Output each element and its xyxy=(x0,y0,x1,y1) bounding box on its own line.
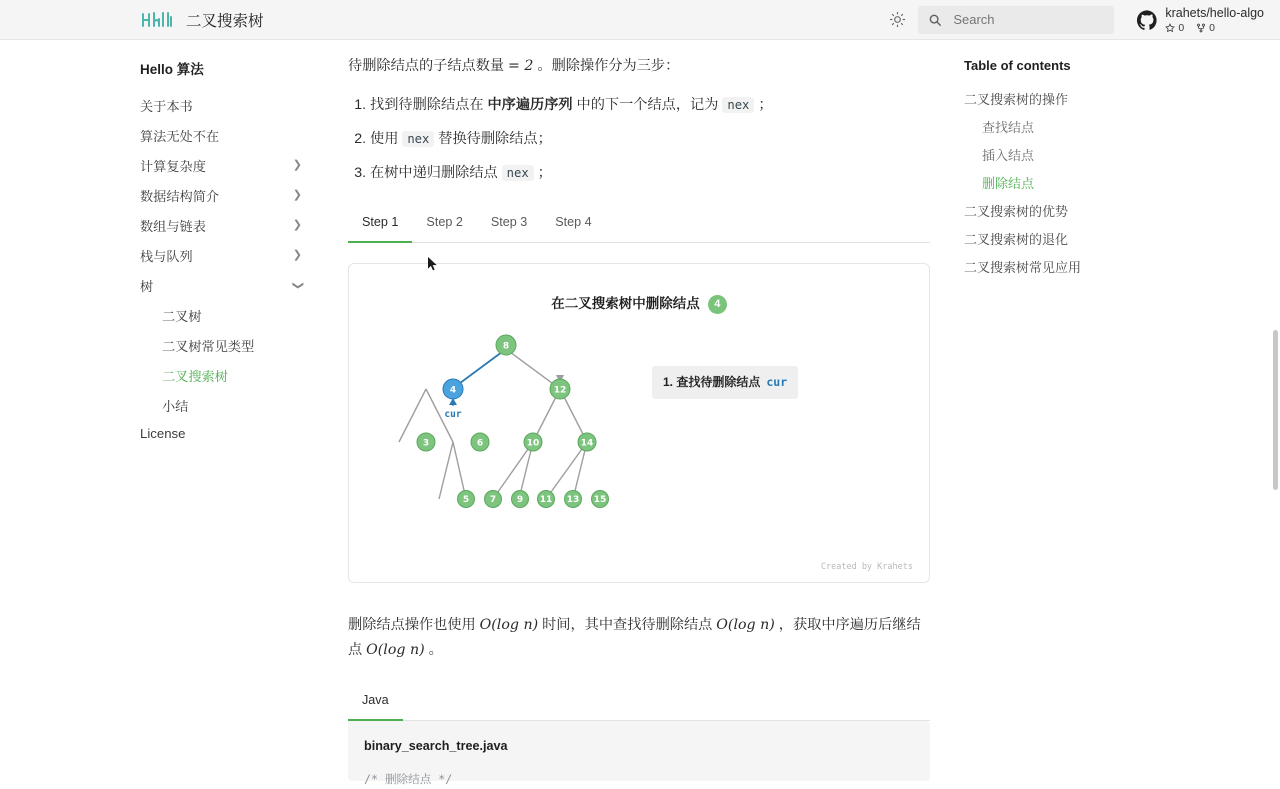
cur-pointer xyxy=(444,398,461,420)
sidebar-item-label: 计算复杂度 xyxy=(140,158,206,174)
code-nex: nex xyxy=(502,165,534,181)
intro-math: = 2 xyxy=(508,58,534,74)
sidebar-item-tree[interactable] xyxy=(140,270,316,300)
svg-text:8: 8 xyxy=(502,341,510,352)
step-text: 找到待删除结点在 xyxy=(370,96,488,113)
figure-caption-code: cur xyxy=(766,375,788,390)
binary-tree-graphic xyxy=(349,264,921,584)
intro-prefix: 待删除结点的子结点数量 xyxy=(348,58,509,74)
svg-text:14: 14 xyxy=(580,438,594,449)
sidebar-item-stack-queue[interactable] xyxy=(140,240,316,270)
search-box[interactable] xyxy=(918,6,1114,34)
repo-link[interactable] xyxy=(1136,6,1264,34)
chevron-right-icon[interactable]: ❯ xyxy=(292,188,302,201)
sidebar-item-bst[interactable] xyxy=(140,360,316,390)
sidebar-item-label: 二叉树 xyxy=(162,308,202,324)
search-input[interactable] xyxy=(951,11,1104,28)
toc-item-delete-node[interactable]: 删除结点 xyxy=(982,175,1035,191)
chevron-down-icon[interactable]: ❯ xyxy=(291,280,304,290)
page-title: 二叉搜索树 xyxy=(186,12,264,30)
sidebar-item-label: 数组与链表 xyxy=(140,218,206,234)
step-emphasis: 中序遍历序列 xyxy=(487,96,573,113)
table-of-contents xyxy=(930,40,1230,720)
brightness-icon[interactable] xyxy=(884,7,910,33)
svg-text:12: 12 xyxy=(553,385,567,396)
step-text: ； xyxy=(533,164,552,181)
svg-text:9: 9 xyxy=(516,495,524,506)
sidebar-item-complexity[interactable] xyxy=(140,150,316,180)
sidebar-item-label: 树 xyxy=(140,278,154,294)
sidebar-item-label: 二叉树常见类型 xyxy=(162,338,255,354)
svg-text:6: 6 xyxy=(476,438,484,449)
toc-item-insert-node[interactable]: 插入结点 xyxy=(982,147,1035,163)
code-block xyxy=(348,681,930,787)
sidebar-item-data-structure-intro[interactable] xyxy=(140,180,316,210)
step-text: 使用 xyxy=(370,130,403,147)
repo-stars: 0 xyxy=(1165,22,1184,34)
repo-forks: 0 xyxy=(1196,22,1215,34)
figure-step-badge: 4 xyxy=(708,295,727,314)
search-icon xyxy=(928,13,942,27)
complexity-math: O(log n) xyxy=(479,617,539,634)
intro-paragraph xyxy=(348,54,930,79)
complexity-text: 时间，其中查找待删除结点 xyxy=(538,617,717,634)
fork-icon xyxy=(1196,23,1206,33)
complexity-text: 删除结点操作也使用 xyxy=(348,617,480,634)
site-logo-icon[interactable] xyxy=(140,9,174,31)
sidebar-item-summary[interactable] xyxy=(140,390,316,420)
list-item xyxy=(370,93,930,118)
chevron-right-icon[interactable]: ❯ xyxy=(292,248,302,261)
sidebar-nav xyxy=(0,40,330,720)
chevron-right-icon[interactable]: ❯ xyxy=(292,218,302,231)
code-panel xyxy=(348,721,930,787)
svg-text:5: 5 xyxy=(462,495,470,506)
step-text: 替换待删除结点； xyxy=(434,130,552,147)
vertical-scrollbar[interactable] xyxy=(1273,330,1278,490)
main-content xyxy=(330,40,930,787)
svg-text:15: 15 xyxy=(593,495,607,506)
code-nex: nex xyxy=(722,97,754,113)
repo-stats xyxy=(1165,22,1264,34)
toc-item-bst-degeneration[interactable]: 二叉搜索树的退化 xyxy=(964,231,1069,247)
list-item xyxy=(370,161,930,186)
figure-caption-label: 1. 查找待删除结点 xyxy=(663,375,761,390)
complexity-paragraph xyxy=(348,613,930,663)
delete-steps-list xyxy=(348,93,930,186)
complexity-text: ，获取中序遍历后继结点 xyxy=(348,617,921,659)
svg-text:4: 4 xyxy=(449,385,457,396)
header-right-group xyxy=(884,6,1264,34)
sidebar-item-license[interactable] xyxy=(140,420,316,446)
step-text: 在树中递归删除结点 xyxy=(370,164,502,181)
tab-step-2[interactable]: Step 2 xyxy=(426,215,463,230)
intro-suffix: 。删除操作分为三步： xyxy=(533,58,680,74)
step-tabs xyxy=(348,203,930,243)
tab-step-4[interactable]: Step 4 xyxy=(555,215,592,230)
sidebar-item-about[interactable] xyxy=(140,90,316,120)
chevron-right-icon[interactable]: ❯ xyxy=(292,158,302,171)
complexity-text: 。 xyxy=(424,642,443,659)
sidebar-item-array-linkedlist[interactable] xyxy=(140,210,316,240)
toc-title: Table of contents xyxy=(964,58,1071,73)
sidebar-item-label: 数据结构简介 xyxy=(140,188,220,204)
sidebar-item-algo-everywhere[interactable] xyxy=(140,120,316,150)
list-item xyxy=(370,127,930,152)
svg-text:13: 13 xyxy=(566,495,580,506)
tab-java[interactable]: Java xyxy=(348,681,403,721)
repo-name: krahets/hello-algo xyxy=(1165,5,1264,20)
complexity-math: O(log n) xyxy=(366,642,425,659)
figure-title-text: 在二叉搜索树中删除结点 xyxy=(551,296,700,312)
bst-delete-figure xyxy=(348,263,930,583)
step-text: 中的下一个结点，记为 xyxy=(572,96,723,113)
sidebar-item-binary-tree[interactable] xyxy=(140,300,316,330)
toc-item-search-node[interactable]: 查找结点 xyxy=(982,119,1035,135)
sidebar-item-label: 算法无处不在 xyxy=(140,128,220,144)
code-nex: nex xyxy=(402,131,434,147)
sidebar-item-label: 小结 xyxy=(162,398,189,414)
svg-text:7: 7 xyxy=(489,495,497,506)
page-layout xyxy=(0,40,1280,787)
star-icon xyxy=(1165,23,1175,33)
github-icon xyxy=(1136,9,1158,31)
toc-item-bst-operations[interactable]: 二叉搜索树的操作 xyxy=(964,91,1069,107)
figure-caption-box xyxy=(652,366,798,399)
tab-step-3[interactable]: Step 3 xyxy=(490,215,528,230)
step-text: ； xyxy=(754,96,773,113)
sidebar-item-label: License xyxy=(140,425,186,441)
complexity-math: O(log n) xyxy=(716,617,775,634)
sidebar-item-binary-tree-types[interactable] xyxy=(140,330,316,360)
sidebar-title: Hello 算法 xyxy=(140,62,204,77)
svg-text:10: 10 xyxy=(526,438,540,449)
sidebar-item-label: 栈与队列 xyxy=(140,248,193,264)
sidebar-item-label: 关于本书 xyxy=(140,98,193,114)
svg-text:cur: cur xyxy=(444,409,462,421)
code-filename: binary_search_tree.java xyxy=(364,739,508,754)
svg-text:11: 11 xyxy=(539,495,553,506)
code-language-tabs xyxy=(348,681,930,721)
sidebar-item-label: 二叉搜索树 xyxy=(162,368,228,384)
code-first-line: /* 删除结点 */ xyxy=(364,772,453,787)
app-header xyxy=(0,0,1280,40)
figure-credit: Created by Krahets xyxy=(820,561,913,572)
toc-item-bst-advantages[interactable]: 二叉搜索树的优势 xyxy=(964,203,1069,219)
svg-text:3: 3 xyxy=(422,438,430,449)
toc-item-bst-applications[interactable]: 二叉搜索树常见应用 xyxy=(964,259,1082,275)
tab-step-1[interactable]: Step 1 xyxy=(348,203,412,243)
